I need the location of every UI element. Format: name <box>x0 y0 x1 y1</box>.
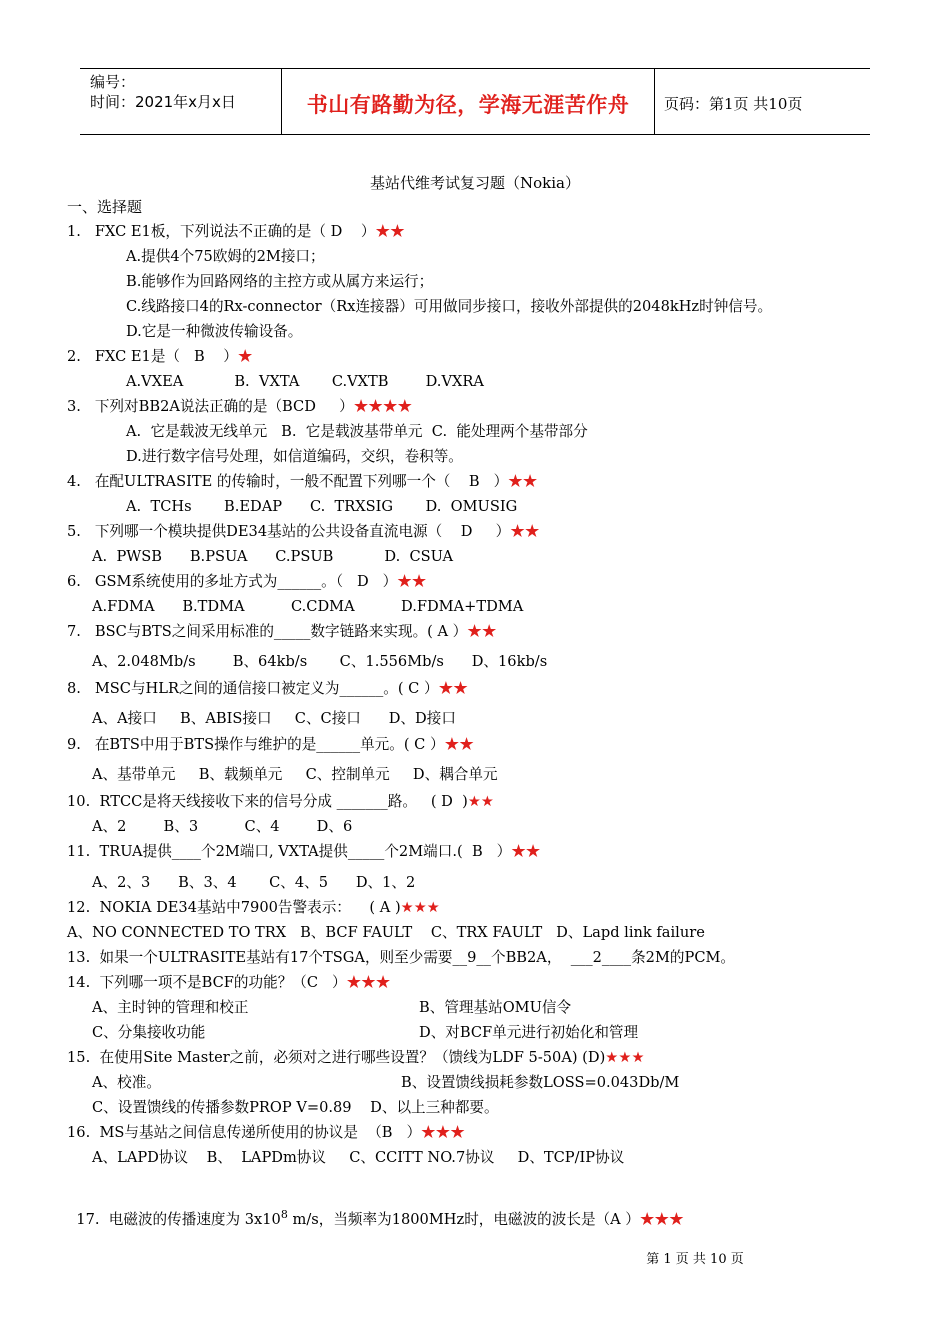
question-line <box>126 372 484 392</box>
line-text: D、对BCF单元进行初始化和管理 <box>419 1024 639 1041</box>
difficulty-stars: ★★ <box>467 623 497 640</box>
document-title: 基站代维考试复习题（Nokia） <box>370 174 580 192</box>
question-line <box>126 497 517 517</box>
question-line <box>67 948 735 968</box>
line-text: A、NO CONNECTED TO TRX B、BCF FAULT C、TRX FAULT D、Lapd link failure <box>67 924 705 941</box>
header-meta <box>90 72 236 112</box>
line-text: 9. 在BTS中用于BTS操作与维护的是______单元。( C ） <box>67 736 445 753</box>
difficulty-stars: ★ <box>237 348 253 365</box>
question-line <box>67 842 540 862</box>
question-line <box>92 1023 205 1043</box>
line-text: A. TCHs B.EDAP C. TRXSIG D. OMUSIG <box>126 498 518 515</box>
line-text: B、设置馈线损耗参数LOSS=0.043Db/M <box>401 1074 680 1091</box>
question-line <box>92 765 498 785</box>
line-text: A.提供4个75欧姆的2M接口； <box>126 248 325 265</box>
question-line <box>67 679 468 699</box>
line-text: 13. 如果一个ULTRASITE基站有17个TSGA，则至少需要__9__个BB2A， ___2____条2M的PCM。 <box>67 949 736 966</box>
line-text: C、设置馈线的传播参数PROP V=0.89 D、以上三种都要。 <box>92 1099 499 1116</box>
question-line <box>67 572 426 592</box>
question-line <box>67 792 494 812</box>
q17-exponent: 8 <box>280 1208 288 1221</box>
line-text: 11. TRUA提供____个2M端口, VXTA提供_____个2M端口.( B ） <box>67 843 512 860</box>
line-text: A.FDMA B.TDMA C.CDMA D.FDMA+TDMA <box>92 598 524 615</box>
line-text: C、分集接收功能 <box>92 1024 206 1041</box>
question-17 <box>67 1185 684 1230</box>
question-line <box>419 1023 638 1043</box>
question-line <box>67 397 412 417</box>
line-text: D.进行数字信号处理，如信道编码，交织，卷积等。 <box>126 448 463 465</box>
header-motto: 书山有路勤为径，学海无涯苦作舟 <box>306 92 630 117</box>
line-text: A、2.048Mb/s B、64kb/s C、1.556Mb/s D、16kb/s <box>92 653 548 670</box>
line-text: A、校准。 <box>92 1074 161 1091</box>
line-text: 10. RTCC是将天线接收下来的信号分成 _______路。 ( D ) <box>67 793 468 810</box>
question-line <box>67 347 252 367</box>
line-text: 1. FXC E1板，下列说法不正确的是（ D ） <box>67 223 376 240</box>
line-text: D.它是一种微波传输设备。 <box>126 323 303 340</box>
q17-prefix: 17. 电磁波的传播速度为 3x10 <box>76 1210 281 1228</box>
question-line <box>67 522 539 542</box>
line-text: 4. 在配ULTRASITE 的传输时，一般不配置下列哪一个（ B ） <box>67 473 509 490</box>
header-divider <box>654 69 655 134</box>
line-text: A、2、3 B、3、4 C、4、5 D、1、2 <box>92 874 416 891</box>
question-line <box>126 422 588 442</box>
difficulty-stars: ★★★ <box>605 1049 645 1066</box>
question-line <box>67 472 537 492</box>
line-text: 15. 在使用Site Master之前，必须对之进行哪些设置？（馈线为LDF 5-50A) (D) <box>67 1049 606 1066</box>
question-line <box>92 998 248 1018</box>
question-line <box>126 272 433 292</box>
question-line <box>126 247 325 267</box>
page-header <box>80 68 870 135</box>
difficulty-stars: ★★ <box>510 523 540 540</box>
question-line <box>92 873 415 893</box>
question-line <box>92 709 456 729</box>
question-line <box>67 222 405 242</box>
line-text: A.VXEA B. VXTA C.VXTB D.VXRA <box>126 373 484 390</box>
difficulty-stars: ★★★ <box>421 1124 465 1141</box>
question-line <box>92 1073 161 1093</box>
line-text: 2. FXC E1是（ B ） <box>67 348 238 365</box>
line-text: A、基带单元 B、载频单元 C、控制单元 D、耦合单元 <box>92 766 498 783</box>
line-text: A、主时钟的管理和校正 <box>92 999 249 1016</box>
question-line <box>126 447 463 467</box>
question-line <box>67 973 390 993</box>
line-text: 5. 下列哪一个模块提供DE34基站的公共设备直流电源（ D ） <box>67 523 511 540</box>
difficulty-stars: ★★ <box>438 680 468 697</box>
question-line <box>92 1098 499 1118</box>
q17-suffix: m/s，当频率为1800MHz时，电磁波的波长是（A ） <box>287 1210 640 1228</box>
difficulty-stars: ★★ <box>467 793 495 810</box>
question-line <box>126 322 302 342</box>
difficulty-stars: ★★ <box>511 843 541 860</box>
question-line <box>92 547 453 567</box>
difficulty-stars: ★★★ <box>400 899 440 916</box>
line-text: C.线路接口4的Rx-connector（Rx连接器）可用做同步接口，接收外部提供的2048kHz时钟信号。 <box>126 298 773 315</box>
line-text: B.能够作为回路网络的主控方或从属方来运行； <box>126 273 434 290</box>
line-text: 6. GSM系统使用的多址方式为______。（ D ） <box>67 573 398 590</box>
question-line <box>92 1148 624 1168</box>
question-line <box>401 1073 679 1093</box>
difficulty-stars: ★★★ <box>639 1210 684 1228</box>
question-line <box>67 735 474 755</box>
question-line <box>67 1123 465 1143</box>
line-text: 7. BSC与BTS之间采用标准的_____数字链路来实现。( A ） <box>67 623 468 640</box>
difficulty-stars: ★★ <box>375 223 405 240</box>
question-line <box>67 1048 645 1068</box>
question-line <box>67 923 705 943</box>
difficulty-stars: ★★ <box>508 473 538 490</box>
question-line <box>92 817 352 837</box>
question-line <box>67 898 440 918</box>
time-label: 时间：2021年x月x日 <box>90 93 236 111</box>
line-text: 8. MSC与HLR之间的通信接口被定义为______。( C ） <box>67 680 439 697</box>
line-text: A、2 B、3 C、4 D、6 <box>92 818 353 835</box>
line-text: B、管理基站OMU信令 <box>419 999 572 1016</box>
number-label: 编号： <box>90 73 136 91</box>
line-text: A、A接口 B、ABIS接口 C、C接口 D、D接口 <box>92 710 456 727</box>
question-line <box>92 597 523 617</box>
question-line <box>126 297 772 317</box>
header-page-info: 页码：第1页 共10页 <box>664 95 803 113</box>
line-text: 14. 下列哪一项不是BCF的功能？（C ） <box>67 974 347 991</box>
question-line <box>92 652 547 672</box>
question-line <box>67 622 496 642</box>
line-text: 16. MS与基站之间信息传递所使用的协议是 （B ） <box>67 1124 422 1141</box>
page-footer: 第 1 页 共 10 页 <box>646 1252 744 1267</box>
difficulty-stars: ★★ <box>397 573 427 590</box>
section-heading: 一、选择题 <box>67 198 143 216</box>
difficulty-stars: ★★★ <box>346 974 391 991</box>
line-text: A、LAPD协议 B、 LAPDm协议 C、CCITT NO.7协议 D、TCP/IP协议 <box>92 1149 625 1166</box>
difficulty-stars: ★★ <box>444 736 474 753</box>
line-text: 12. NOKIA DE34基站中7900告警表示： ( A ) <box>67 899 401 916</box>
line-text: A. PWSB B.PSUA C.PSUB D. CSUA <box>92 548 454 565</box>
line-text: A. 它是载波无线单元 B. 它是载波基带单元 C. 能处理两个基带部分 <box>126 423 588 440</box>
difficulty-stars: ★★★★ <box>353 398 413 415</box>
question-line <box>419 998 571 1018</box>
line-text: 3. 下列对BB2A说法正确的是（BCD ） <box>67 398 354 415</box>
